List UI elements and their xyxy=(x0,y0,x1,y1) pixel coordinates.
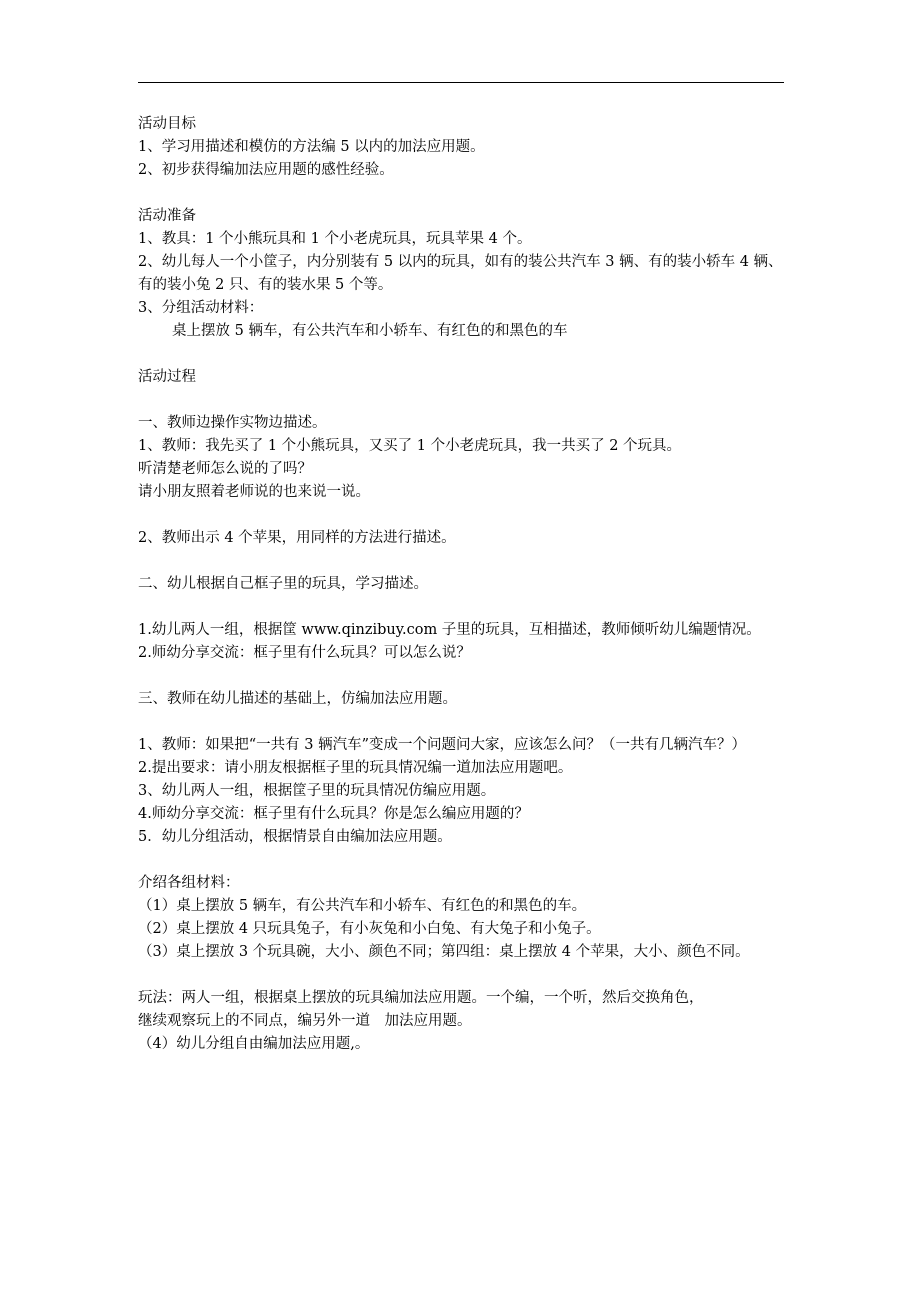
process-part3-item-2: 2.提出要求：请小朋友根据框子里的玩具情况编一道加法应用题吧。 xyxy=(138,760,573,776)
goal-item-1: 1、学习用描述和模仿的方法编 5 以内的加法应用题。 xyxy=(138,139,485,155)
prep-item-3-detail: 桌上摆放 5 辆车，有公共汽车和小轿车、有红色的和黑色的车 xyxy=(172,323,568,339)
header-rule xyxy=(138,82,784,83)
materials-item-2: （2）桌上摆放 4 只玩具兔子，有小灰兔和小白兔、有大兔子和小兔子。 xyxy=(138,921,601,937)
play-item-4: （4）幼儿分组自由编加法应用题,。 xyxy=(138,1036,370,1052)
process-part1-request: 请小朋友照着老师说的也来说一说。 xyxy=(138,484,370,500)
process-part3-item-4: 4.师幼分享交流：框子里有什么玩具？你是怎么编应用题的？ xyxy=(138,806,529,822)
process-part2-item-2: 2.师幼分享交流：框子里有什么玩具？可以怎么说？ xyxy=(138,645,471,661)
prep-item-1: 1、教具：1 个小熊玩具和 1 个小老虎玩具，玩具苹果 4 个。 xyxy=(138,231,532,247)
section-title-goal: 活动目标 xyxy=(138,116,196,132)
process-part1-heading: 一、教师边操作实物边描述。 xyxy=(138,415,327,431)
process-part1-item-1: 1、教师：我先买了 1 个小熊玩具，又买了 1 个小老虎玩具，我一共买了 2 个玩具。 xyxy=(138,438,682,454)
play-line-2: 继续观察玩上的不同点，编另外一道 加法应用题。 xyxy=(138,1013,472,1029)
prep-item-3: 3、分组活动材料： xyxy=(138,300,264,316)
process-part3-item-3: 3、幼儿两人一组，根据筐子里的玩具情况仿编应用题。 xyxy=(138,783,496,799)
materials-item-3: （3）桌上摆放 3 个玩具碗，大小、颜色不同；第四组：桌上摆放 4 个苹果，大小、颜色不同。 xyxy=(138,944,750,960)
process-part2-heading: 二、幼儿根据自己框子里的玩具，学习描述。 xyxy=(138,576,428,592)
section-title-process: 活动过程 xyxy=(138,369,196,385)
document-body xyxy=(138,113,788,1056)
section-title-prep: 活动准备 xyxy=(138,208,196,224)
process-part3-item-5: 5．幼儿分组活动，根据情景自由编加法应用题。 xyxy=(138,829,452,845)
process-part3-heading: 三、教师在幼儿描述的基础上，仿编加法应用题。 xyxy=(138,691,457,707)
process-part1-question: 听清楚老师怎么说的了吗？ xyxy=(138,461,312,477)
play-line-1: 玩法：两人一组，根据桌上摆放的玩具编加法应用题。一个编，一个听，然后交换角色， xyxy=(138,990,704,1006)
process-part2-item-1: 1.幼儿两人一组，根据筐 www.qinzibuy.com 子里的玩具，互相描述，教师倾听幼儿编题情况。 xyxy=(138,622,761,638)
process-part1-item-2: 2、教师出示 4 个苹果，用同样的方法进行描述。 xyxy=(138,530,456,546)
process-part3-item-1: 1、教师：如果把“一共有 3 辆汽车”变成一个问题问大家，应该怎么问？（一共有几辆汽车？） xyxy=(138,737,746,753)
prep-item-2: 2、幼儿每人一个小筐子，内分别装有 5 以内的玩具，如有的装公共汽车 3 辆、有的装小轿车 4 辆、有的装小兔 2 只、有的装水果 5 个等。 xyxy=(138,254,783,293)
materials-heading: 介绍各组材料： xyxy=(138,875,240,891)
materials-item-1: （1）桌上摆放 5 辆车，有公共汽车和小轿车、有红色的和黑色的车。 xyxy=(138,898,587,914)
goal-item-2: 2、初步获得编加法应用题的感性经验。 xyxy=(138,162,394,178)
